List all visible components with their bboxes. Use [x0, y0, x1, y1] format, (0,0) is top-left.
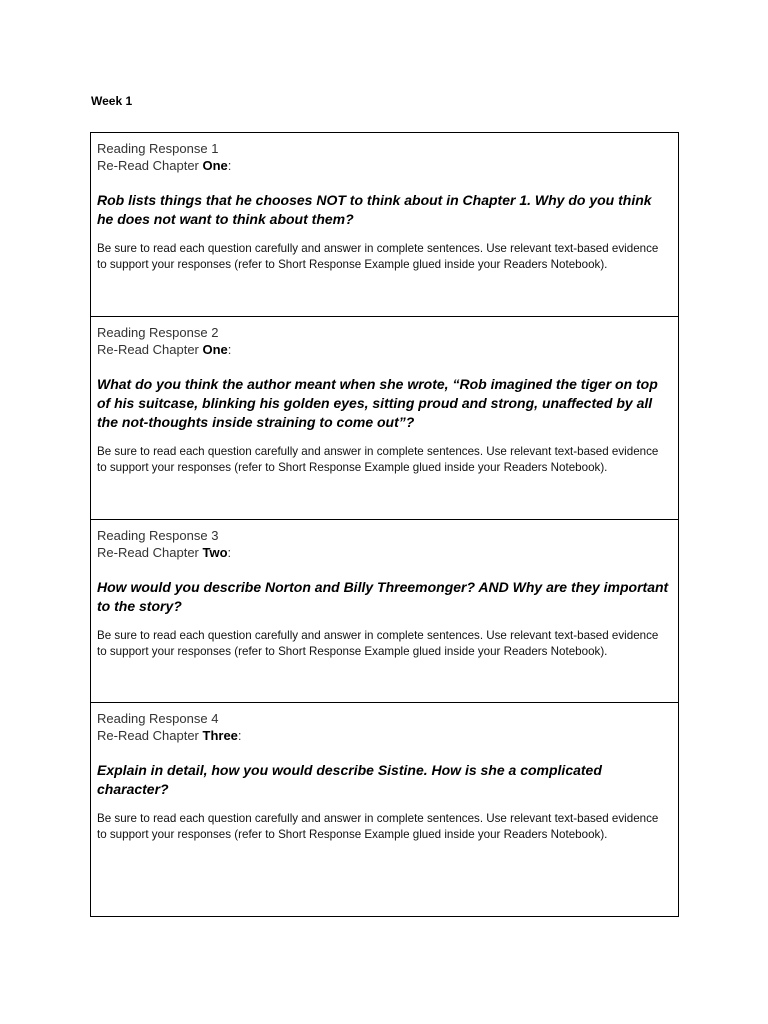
chapter-name: One — [202, 342, 228, 357]
response-question: Explain in detail, how you would describe Sistine. How is she a complicated character? — [97, 762, 602, 797]
reading-response-table — [90, 132, 679, 917]
chapter-name: One — [202, 158, 228, 173]
response-title: Reading Response 3 — [97, 528, 219, 543]
reading-response-3 — [91, 520, 678, 703]
chapter-line — [97, 727, 670, 744]
response-instructions: Be sure to read each question carefully and answer in complete sentences. Use relevant text-based evidence to support your responses (refer to Short Response Example glued inside your Readers Notebook). — [97, 242, 659, 271]
chapter-name: Three — [202, 728, 238, 743]
reading-response-1 — [91, 133, 678, 317]
chapter-line — [97, 544, 670, 561]
response-instructions: Be sure to read each question carefully and answer in complete sentences. Use relevant text-based evidence to support your responses (refer to Short Response Example glued inside your Readers Notebook). — [97, 629, 659, 658]
chapter-suffix: : — [237, 728, 242, 743]
response-question: Rob lists things that he chooses NOT to think about in Chapter 1. Why do you think he does not want to think about them? — [97, 192, 652, 227]
chapter-suffix: : — [227, 158, 232, 173]
chapter-suffix: : — [227, 342, 232, 357]
response-instructions: Be sure to read each question carefully and answer in complete sentences. Use relevant text-based evidence to support your responses (refer to Short Response Example glued inside your Readers Notebook). — [97, 445, 659, 474]
chapter-prefix: Re-Read Chapter — [97, 545, 203, 560]
chapter-prefix: Re-Read Chapter — [97, 158, 203, 173]
response-title: Reading Response 4 — [97, 711, 219, 726]
reading-response-4 — [91, 703, 678, 916]
response-title: Reading Response 1 — [97, 141, 219, 156]
chapter-prefix: Re-Read Chapter — [97, 728, 203, 743]
response-question: How would you describe Norton and Billy Threemonger? AND Why are they important to the story? — [97, 579, 669, 614]
chapter-line — [97, 157, 670, 174]
reading-response-2 — [91, 317, 678, 520]
response-title: Reading Response 2 — [97, 325, 219, 340]
week-title: Week 1 — [91, 94, 133, 108]
chapter-suffix: : — [227, 545, 232, 560]
response-instructions: Be sure to read each question carefully and answer in complete sentences. Use relevant text-based evidence to support your responses (refer to Short Response Example glued inside your Readers Notebook). — [97, 812, 659, 841]
response-question: What do you think the author meant when she wrote, “Rob imagined the tiger on top of his suitcase, blinking his golden eyes, sitting proud and strong, unaffected by all the not-thoughts inside straining to come out”? — [97, 376, 658, 430]
chapter-name: Two — [202, 545, 228, 560]
chapter-line — [97, 341, 670, 358]
chapter-prefix: Re-Read Chapter — [97, 342, 203, 357]
